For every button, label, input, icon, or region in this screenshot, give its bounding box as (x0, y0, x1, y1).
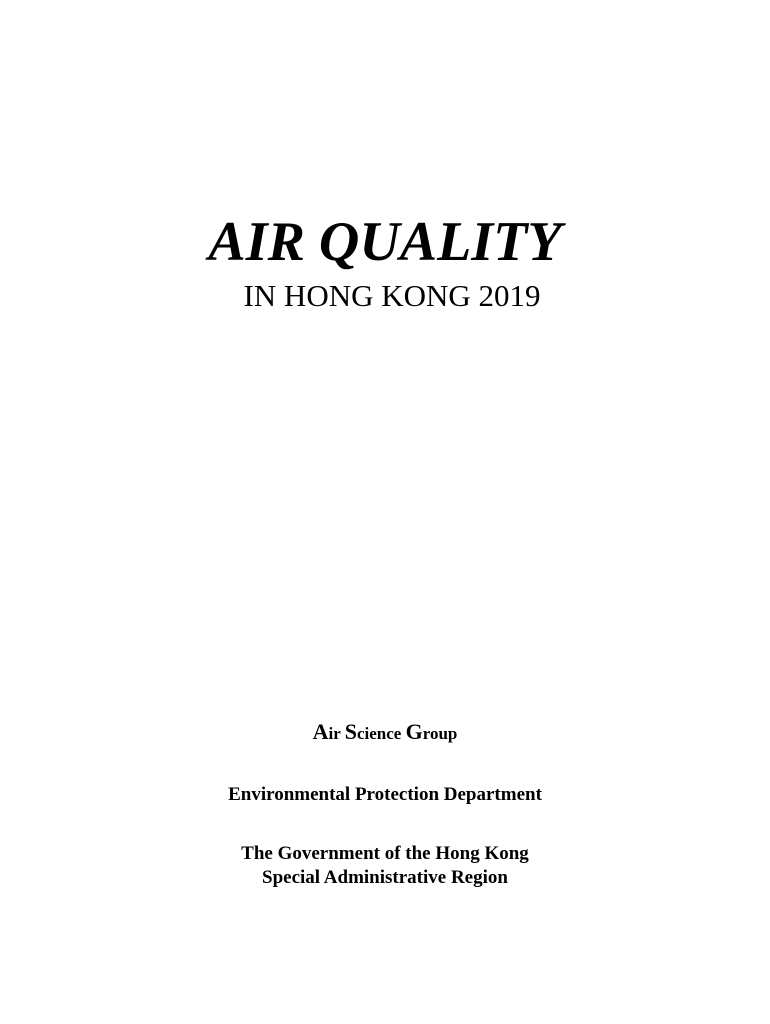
group-word-2-rest: cience (356, 724, 406, 743)
group-word-2-initial: S (344, 719, 357, 744)
group-word-1-rest: ir (328, 724, 345, 743)
department-name: Environmental Protection Department (228, 784, 542, 805)
author-group (0, 718, 770, 748)
report-title: AIR QUALITY (208, 211, 562, 273)
report-subtitle: IN HONG KONG 2019 (243, 278, 541, 313)
government-name (0, 842, 770, 890)
group-word-3-initial: G (405, 719, 423, 744)
group-word-3-rest: roup (422, 724, 458, 743)
group-word-1-initial: A (312, 719, 329, 744)
government-line-1: The Government of the Hong Kong (241, 843, 529, 864)
government-line-2: Special Administrative Region (262, 867, 508, 888)
